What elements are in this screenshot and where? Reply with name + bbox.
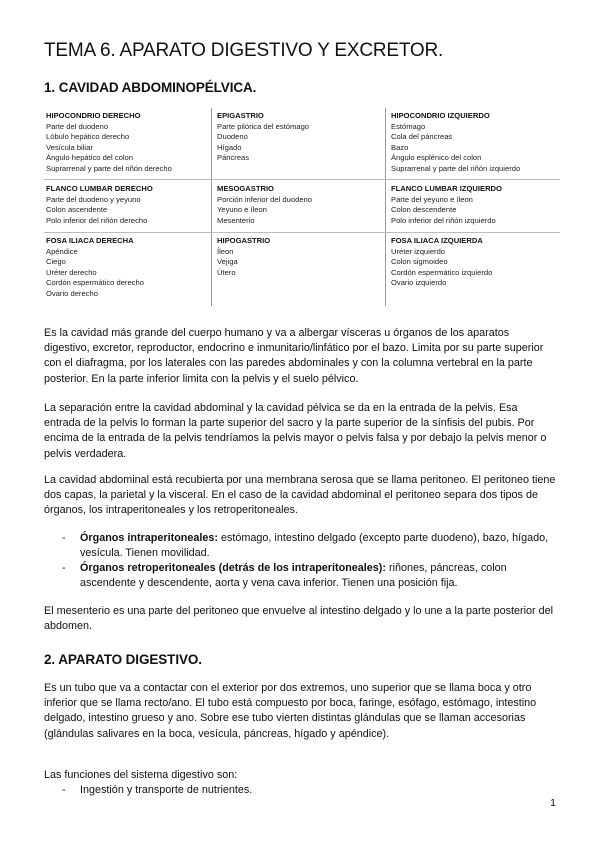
table-divider xyxy=(211,108,212,306)
paragraph-separacion-pelvis: La separación entre la cavidad abdominal y la cavidad pélvica se da en la entrada de la pelvis. Esa entrada de la pelvis lo forman la parte superior del sacro y la parte superior de la sínfisis del pubis. Por encima de la entrada de la pelvis tendríamos la pelvis mayor o pelvis falsa y por debajo la pelvis menor o pelvis verdadera. xyxy=(44,402,547,460)
page-number: 1 xyxy=(550,797,556,809)
region-mesogastrio: MESOGASTRIO Porción inferior del duodeno Yeyuno e íleon Mesenterio xyxy=(217,184,312,225)
list-item: - Órganos intraperitoneales: estómago, intestino delgado (excepto parte duodeno), bazo, hígado, vesícula. Tienen movilidad. xyxy=(62,532,549,559)
list-item: - Ingestión y transporte de nutrientes. xyxy=(62,784,253,796)
paragraph-tubo-digestivo: Es un tubo que va a contactar con el exterior por dos extremos, uno superior que se llama boca y otro inferior que se llama recto/ano. El tubo está compuesto por boca, faringe, esófago, estómago, intestino delgado, intestino grueso y ano. Sobre ese tubo vierten distintas glándulas que se llaman accesorias (glándulas salivares en la boca, vesícula, páncreas, hígado y apéndice). xyxy=(44,682,537,740)
region-flanco-lumbar-izquierdo: FLANCO LUMBAR IZQUIERDO Parte del yeyuno e íleon Colon descendente Polo inferior del riñón izquierdo xyxy=(391,184,502,225)
paragraph-mesenterio: El mesenterio es una parte del peritoneo que envuelve al intestino delgado y lo une a la parte posterior del abdomen. xyxy=(44,605,553,633)
region-hipogastrio: HIPOGASTRIO Íleon Vejiga Útero xyxy=(217,236,271,277)
section-heading-digestivo: 2. APARATO DIGESTIVO. xyxy=(44,652,202,667)
functions-list xyxy=(62,783,556,798)
paragraph-cavidad-descripcion: Es la cavidad más grande del cuerpo humano y va a albergar vísceras u órganos de los aparatos digestivo, excretor, reproductor, endocrino e inmunitario/linfático por el bazo. Limita por su parte superior con el diafragma, por los laterales con las paredes abdominales y con la columna vertebral en la parte posterior. En la parte inferior limita con la pelvis y el suelo pélvico. xyxy=(44,327,544,385)
organ-types-list xyxy=(62,531,556,591)
document-title: TEMA 6. APARATO DIGESTIVO Y EXCRETOR. xyxy=(44,40,444,61)
paragraph-funciones: Las funciones del sistema digestivo son: xyxy=(44,769,238,781)
region-fosa-iliaca-izquierda: FOSA ILIACA IZQUIERDA Uréter izquierdo Colon sigmoideo Cordón espermático izquierdo Ovario izquierdo xyxy=(391,236,493,288)
region-fosa-iliaca-derecha: FOSA ILIACA DERECHA Apéndice Ciego Uréter derecho Cordón espermático derecho Ovario derecho xyxy=(46,236,144,298)
table-divider xyxy=(385,108,386,306)
region-hipocondrio-derecho: HIPOCONDRIO DERECHO Parte del duodeno Lóbulo hepático derecho Vesícula biliar Ángulo hepático del colon Suprarrenal y parte del riñón derecho xyxy=(46,111,172,173)
abdominal-regions-table xyxy=(44,108,560,306)
section-heading-cavidad: 1. CAVIDAD ABDOMINOPÉLVICA. xyxy=(44,80,257,95)
region-epigastrio: EPIGASTRIO Parte pilórica del estómago Duodeno Hígado Páncreas xyxy=(217,111,310,163)
region-hipocondrio-izquierdo: HIPOCONDRIO IZQUIERDO Estómago Cola del páncreas Bazo Ángulo esplénico del colon Suprarrenal y parte del riñón izquierdo xyxy=(391,111,521,173)
region-flanco-lumbar-derecho: FLANCO LUMBAR DERECHO Parte del duodeno y yeyuno Colon ascendente Polo inferior del riñón derecho xyxy=(46,184,153,225)
list-item: - Órganos retroperitoneales (detrás de los intraperitoneales): riñones, páncreas, colon ascendente y descendente, aorta y vena cava inferior. Tienen una posición fija. xyxy=(62,562,507,589)
table-divider xyxy=(44,179,560,180)
paragraph-peritoneo: La cavidad abdominal está recubierta por una membrana serosa que se llama peritoneo. El peritoneo tiene dos capas, la parietal y la visceral. En el caso de la cavidad abdominal el peritoneo separa dos tipos de órganos, los intraperitoneales y los retroperitoneales. xyxy=(44,474,556,517)
table-divider xyxy=(44,232,560,233)
